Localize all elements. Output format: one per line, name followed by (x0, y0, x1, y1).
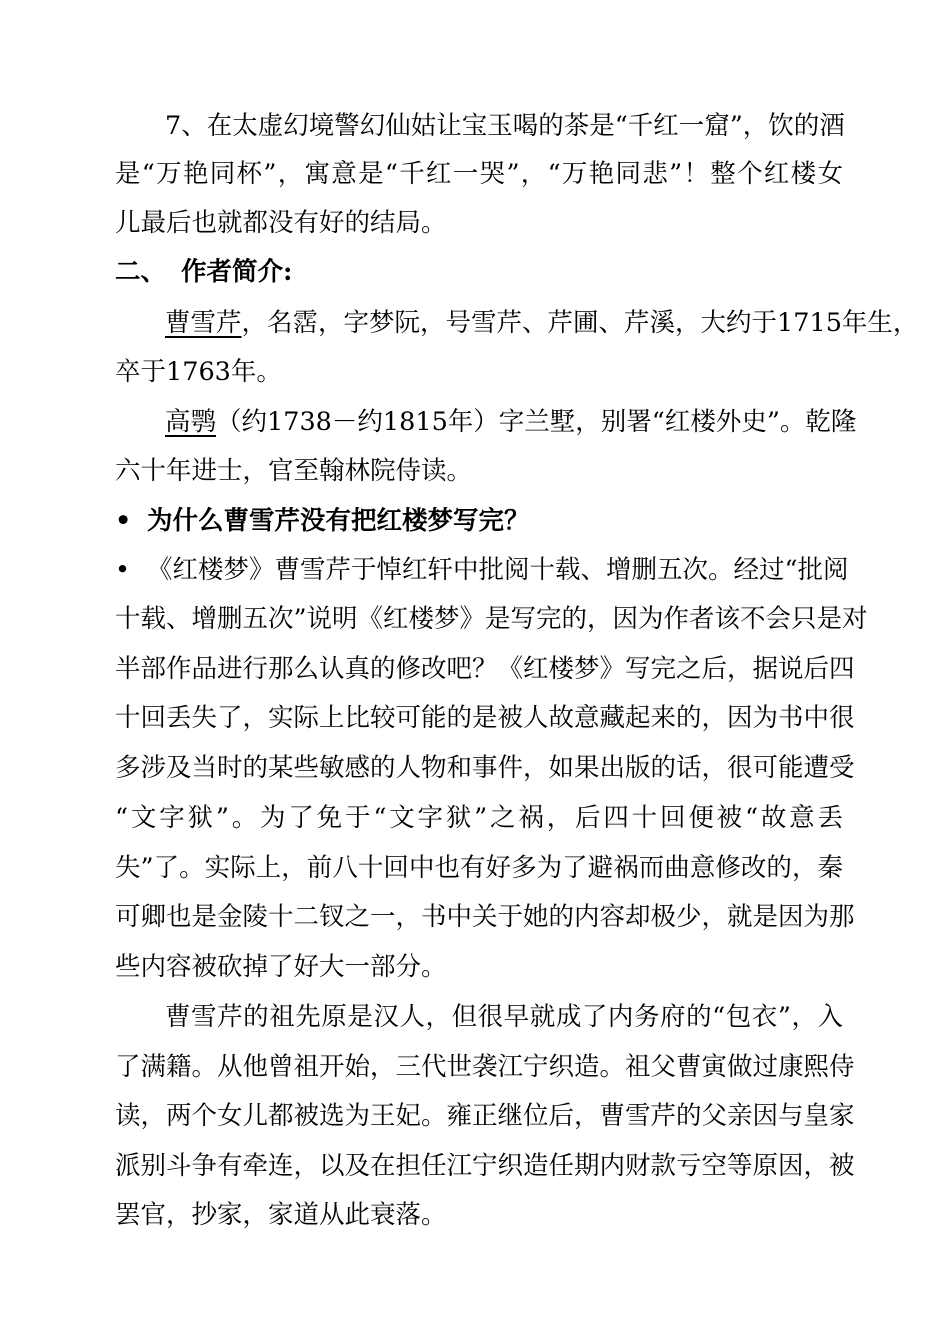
bullet-icon: • (115, 506, 132, 536)
para-last-line: 曹雪芹的祖先原是汉人，但很早就成了内务府的“包衣”，入 (165, 1002, 843, 1032)
answer-line: 多涉及当时的某些敏感的人物和事件，如果出版的话，很可能遭受 (115, 753, 855, 783)
answer-line: 可卿也是金陵十二钗之一，书中关于她的内容却极少，就是因为那 (115, 902, 855, 932)
question-text: 为什么曹雪芹没有把红楼梦写完？ (147, 506, 530, 536)
author1-line2: 卒于1763年。 (115, 357, 282, 387)
answer-item (115, 552, 849, 588)
question-item (115, 503, 843, 539)
bullet-icon: • (115, 555, 131, 585)
author1-name: 曹雪芹 (165, 308, 242, 338)
answer-line: “文字狱”。为了免于“文字狱”之祸，后四十回便被“故意丢 (115, 803, 843, 833)
answer-line: 十载、增删五次”说明《红楼梦》是写完的，因为作者该不会只是对 (115, 604, 868, 634)
answer-line: 些内容被砍掉了好大一部分。 (115, 952, 447, 982)
para-last-line: 读，两个女儿都被选为王妃。雍正继位后，曹雪芹的父亲因与皇家 (115, 1101, 855, 1131)
para-last-line: 派别斗争有牵连，以及在担任江宁织造任期内财款亏空等原因，被 (115, 1151, 855, 1181)
para1-line: 是“万艳同杯”，寓意是“千红一哭”，“万艳同悲”！整个红楼女 (115, 159, 843, 189)
author2-line (165, 404, 857, 440)
para1-line: 儿最后也就都没有好的结局。 (115, 208, 447, 238)
answer-line: 失”了。实际上，前八十回中也有好多为了避祸而曲意修改的，秦 (115, 853, 843, 883)
para-last-line: 罢官，抄家，家道从此衰落。 (115, 1200, 447, 1230)
answer-line: 半部作品进行那么认真的修改吧？《红楼梦》写完之后，据说后四 (115, 654, 855, 684)
para-last-line: 了满籍。从他曾祖开始，三代世袭江宁织造。祖父曹寅做过康熙侍 (115, 1052, 855, 1082)
para1-line: 7、在太虚幻境警幻仙姑让宝玉喝的茶是“千红一窟”，饮的酒 (165, 111, 845, 141)
author1-text: ，名霑，字梦阮，号雪芹、芹圃、芹溪，大约于1715年生， (241, 308, 919, 338)
section-number: 二、 (115, 257, 167, 287)
author2-text: （约1738－约1815年）字兰墅，别署“红楼外史”。乾隆 (216, 407, 857, 437)
author2-name: 高鹗 (165, 407, 217, 437)
answer-line: 十回丢失了，实际上比较可能的是被人故意藏起来的，因为书中很 (115, 703, 855, 733)
author2-line2: 六十年进士，官至翰林院侍读。 (115, 456, 473, 486)
answer-line: 《红楼梦》曹雪芹于悼红轩中批阅十载、增删五次。经过“批阅 (147, 555, 849, 585)
section-heading (115, 254, 843, 290)
author1-line (165, 305, 919, 341)
section-title: 作者简介: (181, 257, 293, 287)
